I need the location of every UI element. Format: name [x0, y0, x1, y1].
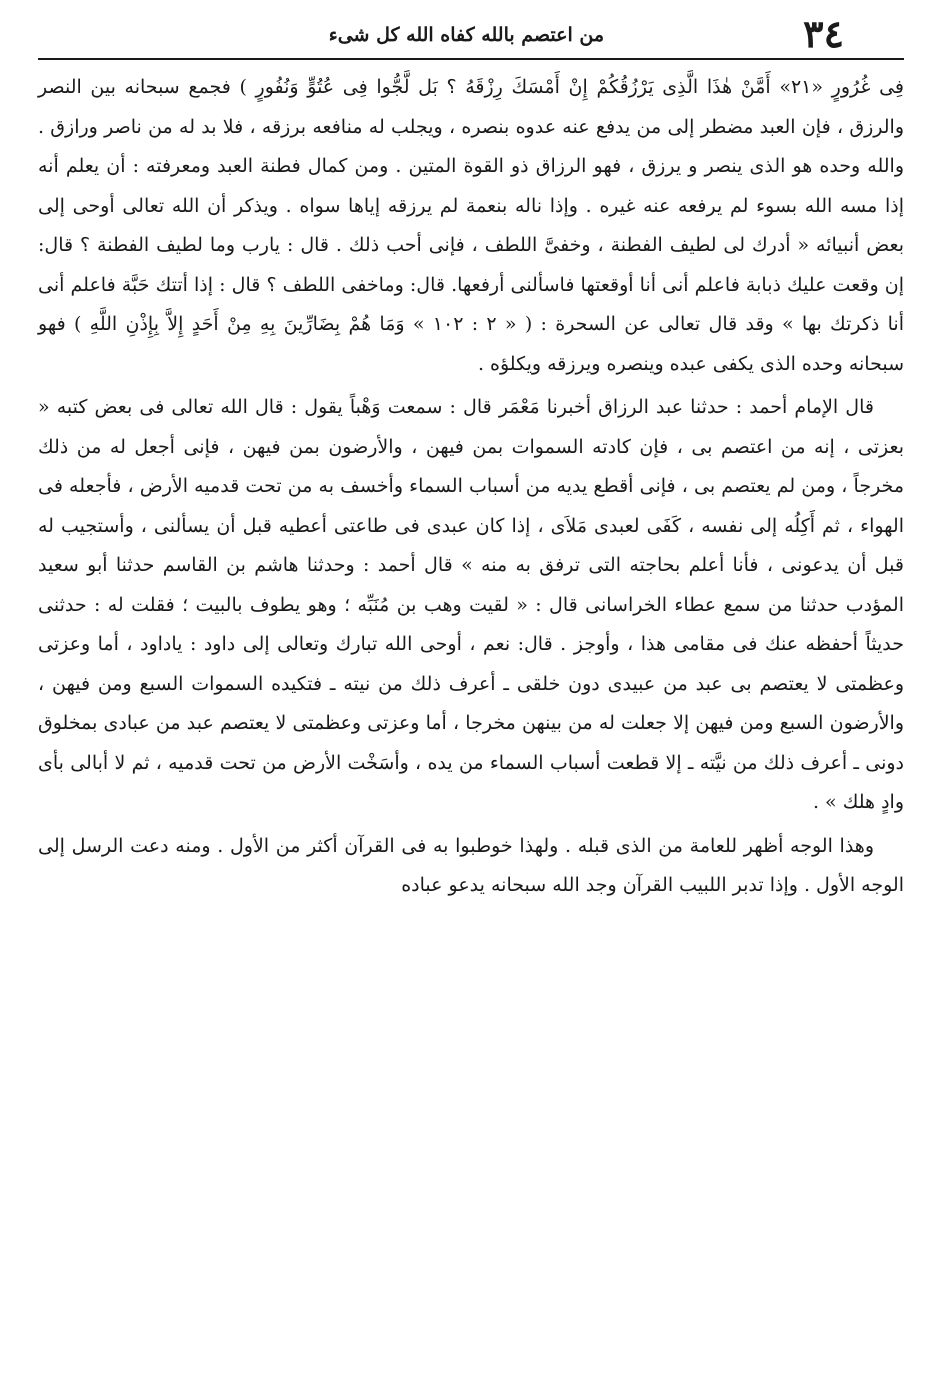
paragraph-ahmad-narration: قال الإمام أحمد : حدثنا عبد الرزاق أخبرنا مَعْمَر قال : سمعت وَهْباً يقول : قال الله تعالى فى بعض كتبه « بعزتى ، إنه من اعتصم بى ، فإن كادته السموات بمن فيهن ، والأرضون بمن فيهن ، فإنى أجعل له من ذلك مخرجاً ، ومن لم يعتصم بى ، فإنى أقطع يديه من أسباب السماء وأخسف به من تحت قدميه الأرض ، فأجعله فى الهواء ، ثم أَكِلُه إلى نفسه ، كَفَى لعبدى مَلاَى ، إذا كان عبدى فى طاعتى أعطيه قبل أن يسألنى ، وأستجيب له قبل أن يدعونى ، فأنا أعلم بحاجته التى ترفق به منه » قال أحمد : وحدثنا هاشم بن القاسم حدثنا أبو سعيد المؤدب حدثنا من سمع عطاء الخراسانى قال : « لقيت وهب بن مُنَبِّه ؛ وهو يطوف بالبيت ؛ فقلت له : حدثنى حديثاً أحفظه عنك فى مقامى هذا ، وأوجز . قال: نعم ، أوحى الله تبارك وتعالى إلى داود : ياداود ، أما وعزتى وعظمتى لا يعتصم بى عبد من عبيدى دون خلقى ـ أعرف ذلك من نيته ـ فتكيده السموات السبع ومن فيهن ، والأرضون السبع ومن فيهن إلا جعلت له من بينهن مخرجا ، أما وعزتى وعظمتى لا يعتصم عبد من عبادى بمخلوق دونى ـ أعرف ذلك من نيَّته ـ إلا قطعت أسباب السماء من يده ، وأسَخْت الأرض من تحت قدميه ، ثم لا أبالى بأى وادٍ هلك » . [38, 396, 904, 813]
page-number: ٣٤ [803, 11, 844, 56]
paragraph-second-aspect: وهذا الوجه أظهر للعامة من الذى قبله . ولهذا خوطبوا به فى القرآن أكثر من الأول . ومنه دعت الرسل إلى الوجه الأول . وإذا تدبر اللبيب القرآن وجد الله سبحانه يدعو عباده [38, 834, 904, 896]
page-header [38, 11, 904, 60]
paragraph-intro: فِى غُرُورٍ «٢١» أَمَّنْ هٰذَا الَّذِى يَرْزُقُكُمْ إِنْ أَمْسَكَ رِزْقَهُ ؟ بَل لَّجُّوا فِى عُتُوٍّ وَنُفُورٍ ) فجمع سبحانه بين النصر والرزق ، فإن العبد مضطر إلى من يدفع عنه عدوه بنصره ، ويجلب له منافعه برزقه ، فلا بد له من ناصر ورازق . والله وحده هو الذى ينصر و يرزق ، فهو الرزاق ذو القوة المتين . ومن كمال فطنة العبد ومعرفته : أن يعلم أنه إذا مسه الله بسوء لم يرفعه عنه غيره . وإذا ناله بنعمة لم يرزقه إياها سواه . ويذكر أن الله تعالى أوحى إلى بعض أنبيائه « أدرك لى لطيف الفطنة ، وخفىَّ اللطف ، فإنى أحب ذلك . قال : يارب وما لطيف الفطنة ؟ قال: إن وقعت عليك ذبابة فاعلم أنى أنا أوقعتها فاسألنى أرفعها. قال: وماخفى اللطف ؟ قال : إذا أتتك حَبَّة فاعلم أنى أنا ذكرتك بها » وقد قال تعالى عن السحرة : ( « ٢ : ١٠٢ » وَمَا هُمْ بِضَارِّينَ بِهِ مِنْ أَحَدٍ إِلاَّ بِإِذْنِ اللَّهِ ) فهو سبحانه وحده الذى يكفى عبده وينصره ويرزقه ويكلؤه . [38, 76, 905, 375]
page-body [38, 68, 904, 906]
book-page [38, 11, 905, 1364]
running-title: من اعتصم بالله كفاه الله كل شىء [328, 24, 604, 46]
